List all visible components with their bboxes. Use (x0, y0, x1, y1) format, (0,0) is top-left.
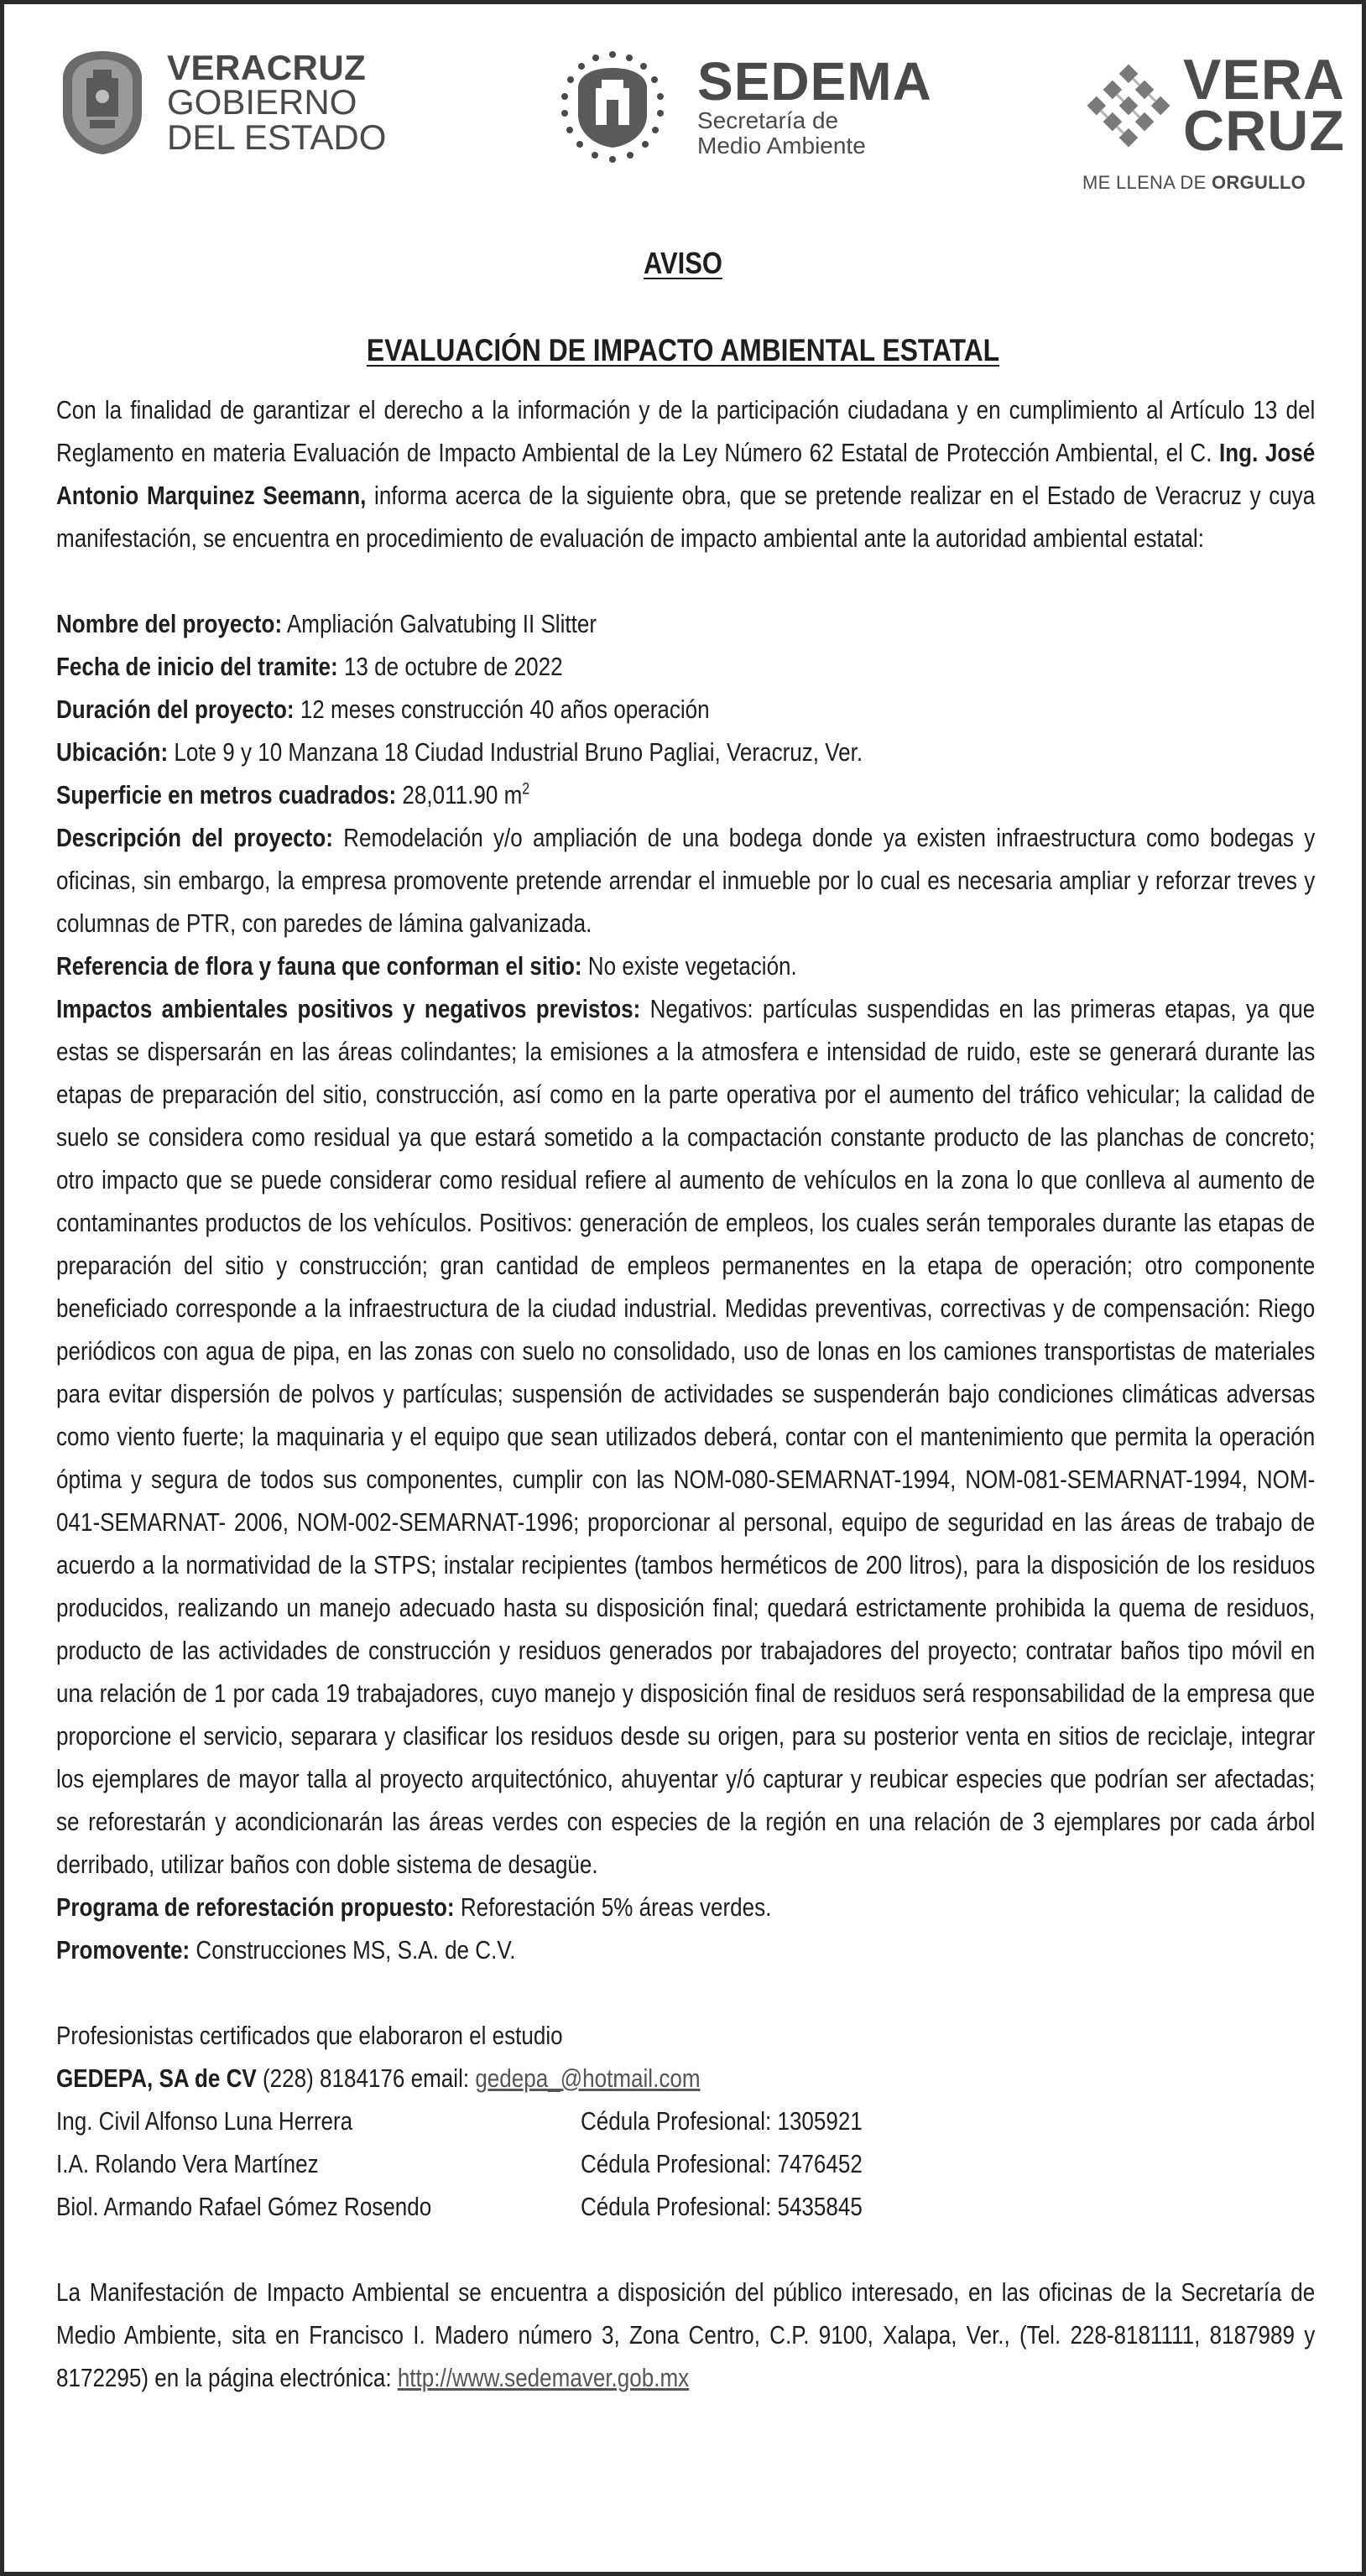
sedema-subtitle-line2: Medio Ambiente (697, 133, 866, 159)
brand-cruz: CRUZ (1183, 99, 1345, 164)
professional-name: Ing. Civil Alfonso Luna Herrera (56, 2106, 353, 2136)
professional-cedula: Cédula Profesional: 5435845 (580, 2192, 863, 2221)
field-duracion: Duración del proyecto: 12 meses construcción 40 años operación (56, 695, 710, 724)
gobierno-line1: VERACRUZ (167, 48, 367, 88)
company-contact: GEDEPA, SA de CV (228) 8184176 email: gedepa_@hotmail.com (56, 2063, 701, 2093)
professional-row (56, 2142, 1315, 2185)
field-fecha: Fecha de inicio del tramite: 13 de octubre de 2022 (56, 652, 563, 681)
intro-paragraph: Con la finalidad de garantizar el derecho a la información y de la participación ciudadana y en cumplimiento al Artículo 13 del Reglamento en materia Evaluación de Impacto Ambiental de la Ley Número 62 Estatal de Protección Ambiental, el C. Ing. José Antonio Marquinez Seemann, informa acerca de la siguiente obra, que se pretende realizar en el Estado de Veracruz y cuya manifestación, se encuentra en procedimiento de evaluación de impacto ambiental ante la autoridad ambiental estatal: (56, 395, 1316, 553)
notice-body (56, 388, 1315, 2399)
website-link[interactable]: http://www.sedemaver.gob.mx (397, 2363, 690, 2392)
field-programa: Programa de reforestación propuesto: Reforestación 5% áreas verdes. (56, 1892, 772, 1922)
professional-name: Biol. Armando Rafael Gómez Rosendo (56, 2192, 432, 2221)
professionals-heading: Profesionistas certificados que elaboraron el estudio (56, 2021, 563, 2050)
notice-title: AVISO (643, 246, 723, 280)
gobierno-veracruz-logo (56, 48, 386, 157)
veracruz-brand-logo (1082, 48, 1345, 194)
field-promovente: Promovente: Construcciones MS, S.A. de C.V. (56, 1935, 516, 1965)
professional-name: I.A. Rolando Vera Martínez (56, 2149, 319, 2178)
header-logos (4, 4, 1362, 214)
notice-subtitle: EVALUACIÓN DE IMPACTO AMBIENTAL ESTATAL (366, 333, 1000, 367)
sedema-shield-icon (550, 48, 675, 165)
field-referencia: Referencia de flora y fauna que conforman el sitio: No existe vegetación. (56, 951, 797, 981)
field-nombre: Nombre del proyecto: Ampliación Galvatubing II Slitter (56, 609, 597, 638)
professional-row (56, 2100, 1315, 2142)
footer-paragraph: La Manifestación de Impacto Ambiental se encuentra a disposición del público interesado, en las oficinas de la Secretaría de Medio Ambiente, sita en Francisco I. Madero número 3, Zona Centro, C.P. 9100, Xalapa, Ver., (Tel. 228-8181111, 8187989 y 8172295) en la página electrónica: http://www.sedemaver.gob.mx (56, 2277, 1316, 2392)
brand-vera: VERA (1183, 48, 1345, 112)
gobierno-line3: DEL ESTADO (167, 117, 387, 157)
gobierno-line2: GOBIERNO (167, 82, 357, 122)
veracruz-coat-of-arms-icon (56, 48, 149, 157)
sedema-subtitle-line1: Secretaría de (697, 107, 839, 133)
professional-row (56, 2185, 1315, 2228)
field-descripcion: Descripción del proyecto: Remodelación y/o ampliación de una bodega donde ya existen infraestructura como bodegas y oficinas, sin embargo, la empresa promovente pretende arrendar el inmueble por lo cual es necesaria ampliar y reforzar treves y columnas de PTR, con paredes de lámina galvanizada. (56, 823, 1316, 938)
brand-slogan: ME LLENA DE ORGULLO (1082, 172, 1306, 194)
professional-cedula: Cédula Profesional: 1305921 (580, 2106, 863, 2136)
field-superficie: Superficie en metros cuadrados: 28,011.90 $m^2$ (56, 780, 530, 809)
promoter-name: Ing. José Antonio Marquinez Seemann, (56, 438, 1316, 510)
sedema-name: SEDEMA (697, 50, 932, 112)
veracruz-knot-pattern-icon (1082, 60, 1175, 152)
field-impactos: Impactos ambientales positivos y negativos previstos: Negativos: partículas suspendidas en las primeras etapas, ya que estas se dispersarán en las áreas colindantes; la emisiones a la atmosfera e intensidad de ruido, este se generará durante las etapas de preparación del sitio, construcción, así como en la parte operativa por el aumento del tráfico vehicular; la calidad de suelo se considera como residual ya que estará sometido a la compactación constante producto de las planchas de concreto; otro impacto que se puede considerar como residual refiere al aumento de vehículos en la zona lo que conlleva al aumento de contaminantes productos de los vehículos. Positivos: generación de empleos, los cuales serán temporales durante las etapas de preparación del sitio y construcción; gran cantidad de empleos permanentes en la etapa de operación; otro componente beneficiado corresponde a la infraestructura de la ciudad industrial. Medidas preventivas, correctivas y de compensación: Riego periódicos con agua de pipa, en las zonas con suelo no consolidado, uso de lonas en los camiones transportistas de materiales para evitar dispersión de polvos y partículas; suspensión de actividades se suspenderán bajo condiciones climáticas adversas como viento fuerte; la maquinaria y el equipo que sean utilizados deberá, contar con el mantenimiento que permita la operación óptima y segura de todos sus componentes, cumplir con las NOM-080-SEMARNAT-1994, NOM-081-SEMARNAT-1994, NOM-041-SEMARNAT- 2006, NOM-002-SEMARNAT-1996; proporcionar al personal, equipo de seguridad en las áreas de trabajo de acuerdo a la normatividad de la STPS; instalar recipientes (tambos herméticos de 200 litros), para la disposición de los residuos producidos, realizando un manejo adecuado hasta su disposición final; quedará estrictamente prohibida la quema de residuos, producto de las actividades de construcción y residuos generados por trabajadores del proyecto; contratar baños tipo móvil en una relación de 1 por cada 19 trabajadores, cuyo manejo y disposición final de residuos será responsabilidad de la empresa que proporcione el servicio, separara y clasificar los residuos desde su origen, para su posterior venta en sitios de reciclaje, integrar los ejemplares de mayor talla al proyecto arquitectónico, ahuyentar y/ó capturar y reubicar especies que podrían ser afectadas; se reforestarán y acondicionarán las áreas verdes con especies de la región en una relación de 3 ejemplares por cada árbol derribado, utilizar baños con doble sistema de desagüe. (56, 994, 1316, 1879)
field-ubicacion: Ubicación: Lote 9 y 10 Manzana 18 Ciudad Industrial Bruno Pagliai, Veracruz, Ver. (56, 737, 863, 767)
sedema-logo (550, 48, 932, 165)
email-link[interactable]: gedepa_@hotmail.com (475, 2063, 701, 2093)
professional-cedula: Cédula Profesional: 7476452 (580, 2149, 863, 2178)
